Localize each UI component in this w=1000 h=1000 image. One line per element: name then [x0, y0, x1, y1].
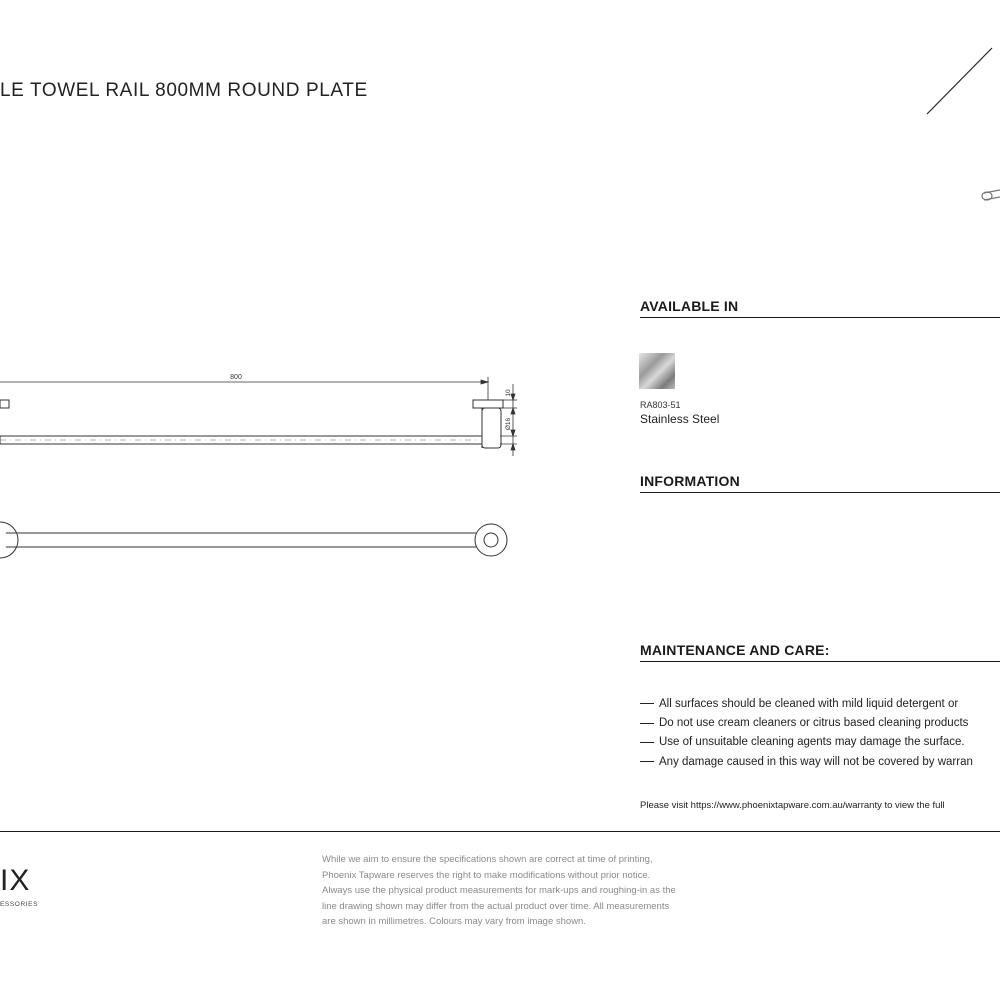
disclaimer-line: line drawing shown may differ from the actual product over time. All measurements — [322, 900, 670, 912]
warranty-visit-text[interactable]: Please visit https://www.phoenixtapware.com.au/warranty to view the full — [640, 800, 945, 811]
list-item: Any damage caused in this way will not be covered by warran — [640, 753, 973, 772]
finish-swatch-stainless-steel[interactable] — [639, 353, 675, 389]
dash-bullet-icon — [640, 723, 654, 724]
disclaimer-line: Phoenix Tapware reserves the right to make modifications without prior notice. — [322, 869, 651, 881]
disclaimer-line: While we aim to ensure the specifications shown are correct at time of printing, — [322, 854, 653, 865]
disclaimer — [322, 852, 752, 930]
product-thumbnail — [982, 190, 1000, 200]
dash-bullet-icon — [640, 761, 654, 762]
finish-name: Stainless Steel — [640, 412, 720, 426]
plan-view — [0, 522, 507, 558]
finish-code: RA803-51 — [640, 400, 681, 410]
information-heading: INFORMATION — [640, 473, 740, 489]
brand-logo-subtitle: ESSORIES — [0, 901, 39, 908]
disclaimer-line: are shown in millimetres. Colours may vary from image shown. — [322, 916, 586, 927]
dash-bullet-icon — [640, 703, 654, 704]
available-in-heading: AVAILABLE IN — [640, 298, 739, 314]
maintenance-list — [640, 695, 973, 772]
plate-depth-label: 10 — [505, 389, 512, 397]
list-item: All surfaces should be cleaned with mild liquid detergent or — [640, 695, 973, 714]
information-divider — [640, 492, 1000, 493]
brand-logo: IX — [0, 864, 31, 897]
product-title: LE TOWEL RAIL 800MM ROUND PLATE — [0, 80, 368, 101]
corner-diagonal-line — [927, 48, 992, 114]
disclaimer-line: Always use the physical product measurements for mark-ups and roughing-in as the — [322, 885, 676, 896]
side-elevation — [0, 400, 503, 448]
list-item: Use of unsuitable cleaning agents may damage the surface. — [640, 733, 973, 752]
list-item: Do not use cream cleaners or citrus based cleaning products — [640, 714, 973, 733]
length-dimension — [0, 377, 488, 400]
diameter-label: Ø16 — [505, 417, 512, 431]
dash-bullet-icon — [640, 742, 654, 743]
maintenance-heading: MAINTENANCE AND CARE: — [640, 642, 830, 658]
length-dimension-label: 800 — [230, 374, 242, 381]
maintenance-divider — [640, 661, 1000, 662]
available-in-divider — [640, 317, 1000, 318]
footer-divider — [0, 831, 1000, 832]
